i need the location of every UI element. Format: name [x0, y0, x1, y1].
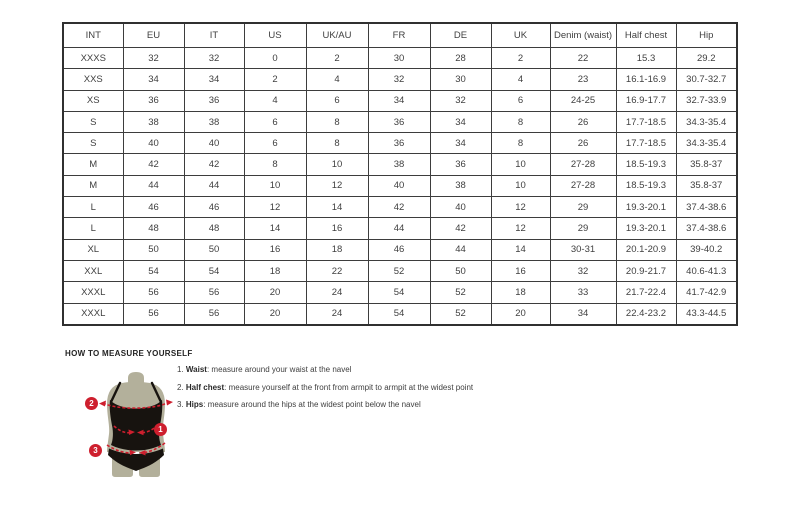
table-row — [63, 197, 737, 218]
table-cell: 46 — [184, 197, 244, 218]
table-cell: 18 — [306, 239, 368, 260]
table-cell: 34 — [430, 133, 491, 154]
table-cell: 22 — [550, 48, 616, 69]
table-cell: 40 — [430, 197, 491, 218]
table-cell: 29 — [550, 197, 616, 218]
table-cell: 40 — [123, 133, 184, 154]
table-cell: 18.5-19.3 — [616, 175, 676, 196]
table-row — [63, 69, 737, 90]
table-cell: 8 — [306, 133, 368, 154]
table-cell: 23 — [550, 69, 616, 90]
table-cell: 36 — [368, 111, 430, 132]
table-cell: 30 — [368, 48, 430, 69]
table-cell: 32.7-33.9 — [676, 90, 737, 111]
table-cell: 28 — [430, 48, 491, 69]
table-cell: 10 — [244, 175, 306, 196]
table-cell: 56 — [184, 282, 244, 303]
measure-step: 1. Waist: measure around your waist at the navel — [177, 365, 352, 374]
table-cell: 32 — [430, 90, 491, 111]
table-cell: 16 — [244, 239, 306, 260]
table-cell: 2 — [306, 48, 368, 69]
table-cell: 52 — [430, 303, 491, 325]
table-cell: M — [63, 154, 123, 175]
table-cell: 15.3 — [616, 48, 676, 69]
table-cell: 8 — [491, 133, 550, 154]
table-row — [63, 90, 737, 111]
table-cell: 34 — [430, 111, 491, 132]
size-chart-table — [62, 22, 738, 326]
table-cell: 50 — [430, 260, 491, 281]
how-to-measure-heading: HOW TO MEASURE YOURSELF — [65, 349, 193, 358]
table-cell: 46 — [368, 239, 430, 260]
table-cell: 34 — [123, 69, 184, 90]
table-cell: 10 — [306, 154, 368, 175]
table-row — [63, 239, 737, 260]
table-row — [63, 111, 737, 132]
table-cell: 34.3-35.4 — [676, 111, 737, 132]
header-row — [63, 23, 737, 48]
table-cell: 38 — [368, 154, 430, 175]
table-cell: 16.9-17.7 — [616, 90, 676, 111]
table-cell: 29 — [550, 218, 616, 239]
table-cell: 24 — [306, 282, 368, 303]
table-cell: 4 — [491, 69, 550, 90]
table-cell: 44 — [184, 175, 244, 196]
table-cell: 35.8-37 — [676, 154, 737, 175]
table-cell: 38 — [430, 175, 491, 196]
table-cell: 42 — [184, 154, 244, 175]
table-cell: 56 — [123, 303, 184, 325]
table-cell: 46 — [123, 197, 184, 218]
table-cell: 56 — [184, 303, 244, 325]
column-header: UK — [491, 23, 550, 48]
table-cell: 54 — [184, 260, 244, 281]
table-cell: 14 — [306, 197, 368, 218]
table-cell: 10 — [491, 154, 550, 175]
table-cell: 37.4-38.6 — [676, 218, 737, 239]
table-cell: 6 — [306, 90, 368, 111]
table-cell: 24 — [306, 303, 368, 325]
column-header: DE — [430, 23, 491, 48]
table-cell: 40.6-41.3 — [676, 260, 737, 281]
table-cell: 12 — [491, 218, 550, 239]
table-cell: L — [63, 197, 123, 218]
table-cell: 20.9-21.7 — [616, 260, 676, 281]
table-cell: 38 — [123, 111, 184, 132]
table-cell: 50 — [123, 239, 184, 260]
table-cell: 22 — [306, 260, 368, 281]
table-cell: 44 — [123, 175, 184, 196]
table-cell: 17.7-18.5 — [616, 133, 676, 154]
table-cell: 21.7-22.4 — [616, 282, 676, 303]
table-cell: 18 — [491, 282, 550, 303]
column-header: EU — [123, 23, 184, 48]
table-cell: 4 — [244, 90, 306, 111]
measure-step: 3. Hips: measure around the hips at the widest point below the navel — [177, 400, 421, 409]
table-cell: 6 — [244, 111, 306, 132]
column-header: FR — [368, 23, 430, 48]
table-cell: 39-40.2 — [676, 239, 737, 260]
table-row — [63, 154, 737, 175]
column-header: INT — [63, 23, 123, 48]
mannequin-illustration — [84, 370, 188, 482]
table-cell: XL — [63, 239, 123, 260]
table-cell: 44 — [430, 239, 491, 260]
table-cell: S — [63, 133, 123, 154]
table-cell: 32 — [184, 48, 244, 69]
table-cell: 20 — [244, 282, 306, 303]
table-cell: 27-28 — [550, 154, 616, 175]
table-cell: 44 — [368, 218, 430, 239]
table-cell: 24-25 — [550, 90, 616, 111]
table-cell: 34 — [368, 90, 430, 111]
table-cell: 34.3-35.4 — [676, 133, 737, 154]
table-cell: 8 — [306, 111, 368, 132]
column-header: US — [244, 23, 306, 48]
table-cell: 8 — [491, 111, 550, 132]
table-cell: 54 — [123, 260, 184, 281]
table-cell: 48 — [184, 218, 244, 239]
table-cell: 2 — [244, 69, 306, 90]
table-cell: 12 — [491, 197, 550, 218]
table-row — [63, 48, 737, 69]
table-cell: 4 — [306, 69, 368, 90]
table-cell: 27-28 — [550, 175, 616, 196]
table-cell: 18 — [244, 260, 306, 281]
table-cell: S — [63, 111, 123, 132]
table-cell: 52 — [368, 260, 430, 281]
measure-step: 2. Half chest: measure yourself at the front from armpit to armpit at the widest point — [177, 382, 474, 392]
table-cell: 19.3-20.1 — [616, 218, 676, 239]
table-cell: 56 — [123, 282, 184, 303]
column-header: Hip — [676, 23, 737, 48]
table-cell: 33 — [550, 282, 616, 303]
table-row — [63, 175, 737, 196]
table-cell: 6 — [491, 90, 550, 111]
table-cell: 36 — [184, 90, 244, 111]
table-cell: 48 — [123, 218, 184, 239]
table-row — [63, 260, 737, 281]
table-cell: L — [63, 218, 123, 239]
mannequin-svg — [84, 370, 188, 482]
column-header: Half chest — [616, 23, 676, 48]
table-cell: 16.1-16.9 — [616, 69, 676, 90]
table-cell: 41.7-42.9 — [676, 282, 737, 303]
table-cell: M — [63, 175, 123, 196]
table-cell: 20 — [244, 303, 306, 325]
table-cell: 6 — [244, 133, 306, 154]
table-row — [63, 133, 737, 154]
measure-steps-list — [177, 366, 473, 419]
table-cell: 10 — [491, 175, 550, 196]
table-cell: 30.7-32.7 — [676, 69, 737, 90]
table-cell: 17.7-18.5 — [616, 111, 676, 132]
table-cell: 42 — [430, 218, 491, 239]
table-cell: 8 — [244, 154, 306, 175]
hips-marker: 3 — [89, 444, 102, 457]
table-cell: 16 — [306, 218, 368, 239]
table-cell: 50 — [184, 239, 244, 260]
column-header: UK/AU — [306, 23, 368, 48]
table-cell: 36 — [430, 154, 491, 175]
table-cell: 54 — [368, 282, 430, 303]
table-cell: 52 — [430, 282, 491, 303]
table-cell: XXS — [63, 69, 123, 90]
table-cell: 20.1-20.9 — [616, 239, 676, 260]
table-cell: 32 — [550, 260, 616, 281]
table-cell: 30 — [430, 69, 491, 90]
table-cell: 32 — [368, 69, 430, 90]
table-cell: 40 — [184, 133, 244, 154]
table-cell: 37.4-38.6 — [676, 197, 737, 218]
table-cell: 26 — [550, 111, 616, 132]
table-cell: 12 — [306, 175, 368, 196]
table-row — [63, 218, 737, 239]
table-cell: 43.3-44.5 — [676, 303, 737, 325]
table-cell: 0 — [244, 48, 306, 69]
table-cell: 34 — [184, 69, 244, 90]
table-cell: 29.2 — [676, 48, 737, 69]
table-cell: 30-31 — [550, 239, 616, 260]
table-cell: XXXS — [63, 48, 123, 69]
table-cell: 32 — [123, 48, 184, 69]
table-row — [63, 303, 737, 325]
table-cell: 18.5-19.3 — [616, 154, 676, 175]
table-cell: 36 — [123, 90, 184, 111]
table-cell: XXXL — [63, 282, 123, 303]
table-cell: 16 — [491, 260, 550, 281]
table-cell: 2 — [491, 48, 550, 69]
table-cell: 34 — [550, 303, 616, 325]
table-cell: 12 — [244, 197, 306, 218]
column-header: Denim (waist) — [550, 23, 616, 48]
table-cell: 54 — [368, 303, 430, 325]
waist-marker: 1 — [154, 423, 167, 436]
half-chest-marker: 2 — [85, 397, 98, 410]
table-cell: XS — [63, 90, 123, 111]
column-header: IT — [184, 23, 244, 48]
table-cell: XXXL — [63, 303, 123, 325]
table-cell: 35.8-37 — [676, 175, 737, 196]
table-cell: 14 — [491, 239, 550, 260]
table-cell: 42 — [123, 154, 184, 175]
table-row — [63, 282, 737, 303]
table-cell: 36 — [368, 133, 430, 154]
table-cell: 20 — [491, 303, 550, 325]
table-cell: 22.4-23.2 — [616, 303, 676, 325]
table-cell: 14 — [244, 218, 306, 239]
table-cell: 40 — [368, 175, 430, 196]
table-cell: 19.3-20.1 — [616, 197, 676, 218]
table-cell: 26 — [550, 133, 616, 154]
table-cell: XXL — [63, 260, 123, 281]
table-cell: 38 — [184, 111, 244, 132]
table-cell: 42 — [368, 197, 430, 218]
